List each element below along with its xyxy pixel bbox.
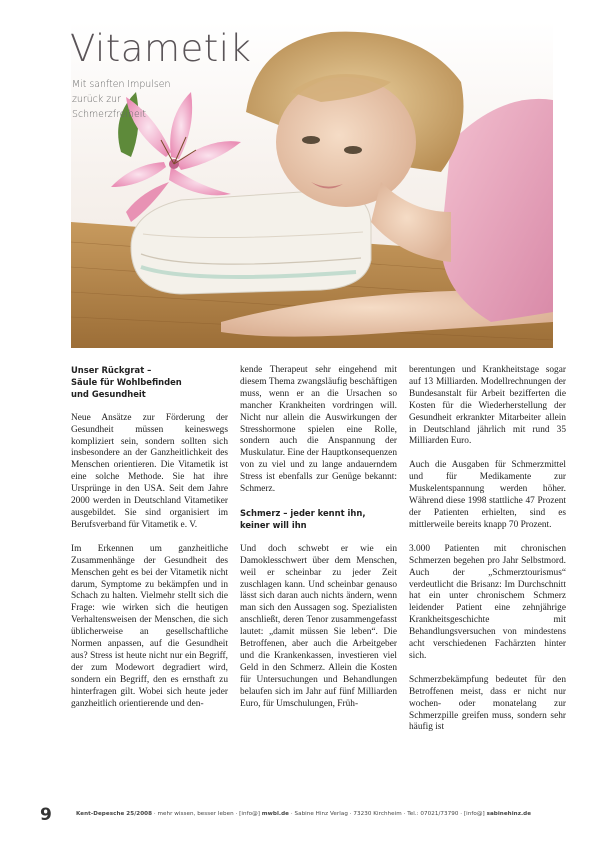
subtitle-line: Mit sanften Impulsen xyxy=(72,79,171,90)
footer-link-sabinehinz[interactable]: sabinehinz.de xyxy=(486,811,532,817)
footer-slogan: · mehr wissen, besser leben · [info@] xyxy=(152,811,262,817)
article-column-2 xyxy=(240,365,397,722)
hero-photo xyxy=(71,22,553,348)
heading-line: Schmerz – jeder kennt ihn, xyxy=(240,507,366,518)
article-column-3 xyxy=(409,365,566,746)
subtitle-line: Schmerzfreiheit xyxy=(72,109,147,120)
paragraph: Neue Ansätze zur Förderung der Gesundheit müssen keineswegs kompliziert sein, sondern sollten sich insbesondere an der Ganzheitlichkeit des Menschen orientieren. Die Vitametik ist eine solche Methode. Sie hat ihre Ursprünge in den USA. Seit dem Jahre 2000 werden in Deutschland Vitametiker ausgebildet. Sie sind organisiert im Berufsverband für Vitametik e. V. xyxy=(71,412,228,530)
section-heading xyxy=(240,508,397,532)
paragraph: kende Therapeut sehr eingehend mit diesem Thema zwangsläufig beschäftigen muss, wenn er an die Ursachen so mancher Krankheiten vordringen will. Nicht nur allein die Auswirkungen der Stresshormone spielen eine Rolle, sondern auch die Anspannung der Muskulatur. Eine der Hauptkonsequenzen von zu viel und zu lange andauerndem Stress ist ebenfalls zur Genüge bekannt: Schmerz. xyxy=(240,365,397,495)
heading-line: und Gesundheit xyxy=(71,388,146,399)
paragraph: Im Erkennen um ganzheitliche Zusammenhänge der Gesundheit des Menschen geht es bei der Vitametik nicht darum, Symptome zu bekämpfen und in Schach zu halten. Vielmehr stellt sich die Frage: wie wirken sich die heutigen Verhaltensweisen der Menschen, die sich üblicherweise an gesellschaftliche Normen anpassen, auf die Gesundheit aus? Stress ist heute nicht nur ein Begriff, der zum Modewort degradiert wird, sondern ein Begriff, den es ernsthaft zu hinterfragen gilt. Wobei sich heute jeder ganzheitlich orientierende und den- xyxy=(71,543,228,709)
footer-publisher: · Sabine Hinz Verlag · 73230 Kirchheim · Tel.: 07021/73790 · [info@] xyxy=(289,811,487,817)
subtitle-line: zurück zur xyxy=(72,94,121,105)
paragraph: 3.000 Patienten mit chronischen Schmerzen begehen pro Jahr Selbstmord. Auch der „Schmerztourismus“ verdeutlicht die Brisanz: Im Durchschnitt hat ein unter chronischem Schmerz leidender Patient eine zehnjährige Krankheitsgeschichte mit Behandlungsversuchen von mindestens acht verschiedenen Fachärzten hinter sich. xyxy=(409,543,566,661)
paragraph: berentungen und Krankheitstage sogar auf 13 Milliarden. Modellrechnungen der Bundesanstalt für Arbeit bezifferten die Kosten für die Wiederherstellung der Gesundheit erkrankter Mitarbeiter allein in Deutschland jährlich mit rund 35 Milliarden Euro. xyxy=(409,365,566,447)
footer-link-mwbl[interactable]: mwbl.de xyxy=(261,811,289,817)
heading-line: Unser Rückgrat – xyxy=(71,365,152,375)
spa-woman-towel-lily-photo xyxy=(71,22,553,348)
heading-line: Säule für Wohlbefinden xyxy=(71,376,182,387)
article-column-1 xyxy=(71,365,228,722)
page-subtitle xyxy=(72,77,212,122)
paragraph: Auch die Ausgaben für Schmerzmittel und für Medikamente zur Muskelentspannung werden höher. Während diese 1998 stattliche 47 Prozent der Patienten erhielten, sind es mittlerweile bereits knapp 70 Prozent. xyxy=(409,460,566,530)
footer-line xyxy=(76,811,531,817)
publication-name: Kent-Depesche 25/2008 xyxy=(76,811,153,817)
page-number: 9 xyxy=(40,805,52,825)
paragraph: Schmerzbekämpfung bedeutet für den Betroffenen meist, dass er nicht nur wochen- oder monatelang zur Schmerzpille greifen muss, sondern sehr häufig ist xyxy=(409,674,566,733)
page-footer xyxy=(40,805,555,831)
page-title: Vitametik xyxy=(70,27,252,70)
section-heading xyxy=(71,365,228,401)
heading-line: keiner will ihn xyxy=(240,519,307,530)
paragraph: Und doch schwebt er wie ein Damoklesschwert über dem Menschen, weil er scheinbar zu jeder Zeit zuschlagen kann. Und scheinbar genauso lässt sich daran auch nichts ändern, wenn man sich den Aussagen sog. Spezialisten anschließt, deren Tenor zusammengefasst lautet: „damit müssen Sie leben“. Die Betroffenen, aber auch die Arbeitgeber und die Krankenkassen, investieren viel Geld in den Schmerz. Allein die Kosten für Untersuchungen und Behandlungen belaufen sich im Jahr auf fünf Milliarden Euro, für Umschulungen, Früh- xyxy=(240,543,397,709)
